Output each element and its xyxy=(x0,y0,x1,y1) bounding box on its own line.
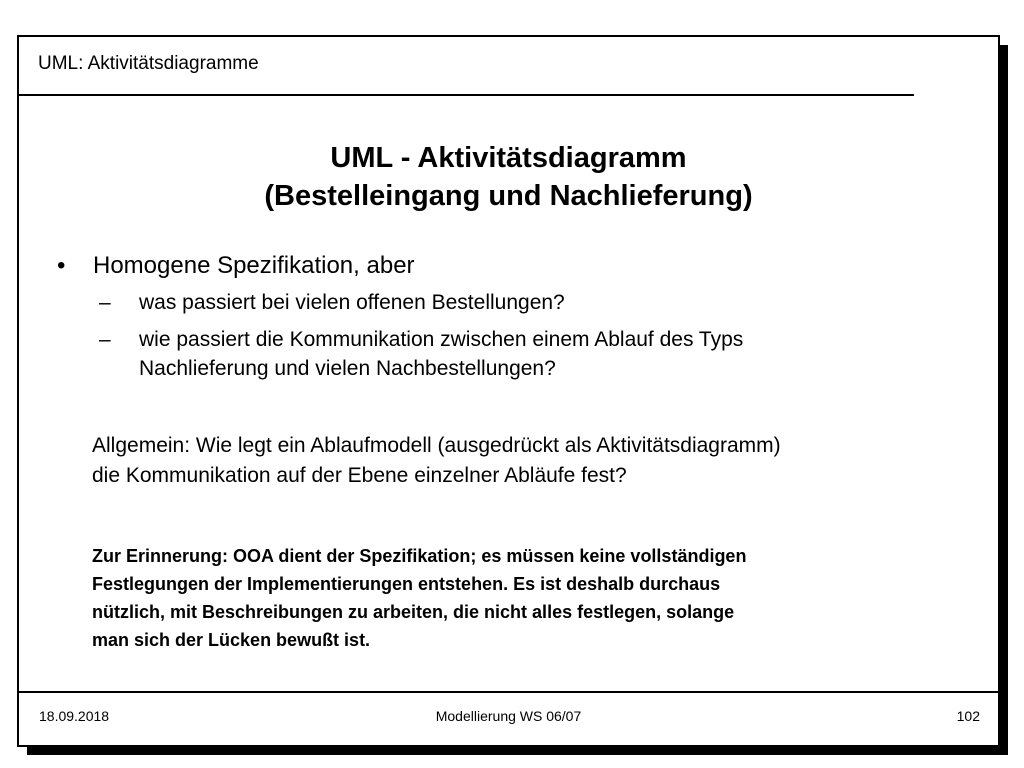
slide-title-line-1: UML - Aktivitätsdiagramm xyxy=(330,142,687,174)
slide-title-line-2: (Bestelleingang und Nachlieferung) xyxy=(264,180,753,212)
general-question-line-2: die Kommunikation auf der Ebene einzelner Abläufe fest? xyxy=(92,464,627,487)
sub-item-marker: – xyxy=(99,291,111,314)
reminder-line-4: man sich der Lücken bewußt ist. xyxy=(92,630,371,650)
reminder-line-1: Zur Erinnerung: OOA dient der Spezifikation; es müssen keine vollständigen xyxy=(92,546,747,566)
reminder-line-2: Festlegungen der Implementierungen entstehen. Es ist deshalb durchaus xyxy=(92,574,721,594)
bullet-text: Homogene Spezifikation, aber xyxy=(93,252,415,279)
header-divider xyxy=(19,94,914,96)
sub-item-marker: – xyxy=(99,328,111,351)
general-question-line-1: Allgemein: Wie legt ein Ablaufmodell (ausgedrückt als Aktivitätsdiagramm) xyxy=(92,434,781,457)
footer-page-number: 102 xyxy=(956,708,980,724)
footer-date: 18.09.2018 xyxy=(39,708,110,724)
sub-item-text-line-1: wie passiert die Kommunikation zwischen einem Ablauf des Typs xyxy=(139,328,744,351)
sub-item-text: was passiert bei vielen offenen Bestellungen? xyxy=(139,291,565,314)
reminder-note xyxy=(92,542,746,654)
footer-divider xyxy=(19,691,998,693)
footer-course: Modellierung WS 06/07 xyxy=(435,708,582,724)
slide-title xyxy=(19,139,998,215)
sub-item-text-line-2: Nachlieferung und vielen Nachbestellungen? xyxy=(139,357,556,380)
reminder-line-3: nützlich, mit Beschreibungen zu arbeiten, die nicht alles festlegen, solange xyxy=(92,602,735,622)
bullet-marker: • xyxy=(57,252,66,279)
slide xyxy=(17,35,1000,747)
header-title: UML: Aktivitätsdiagramme xyxy=(38,53,259,74)
